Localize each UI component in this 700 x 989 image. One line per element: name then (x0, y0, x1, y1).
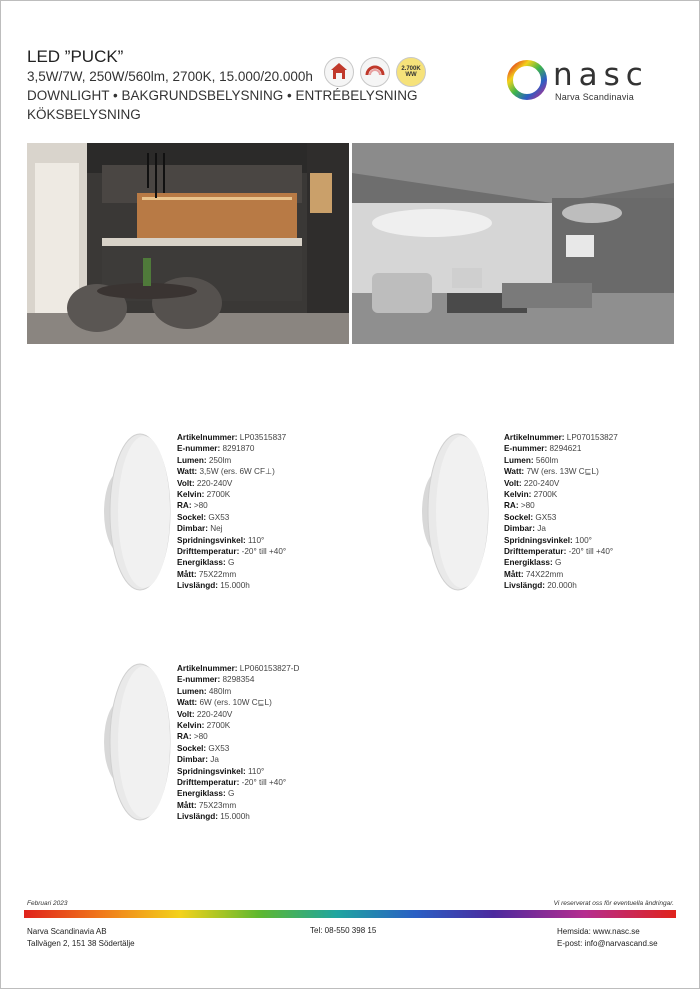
spec-value: GX53 (535, 512, 557, 522)
spec-value: G (554, 558, 562, 568)
spec-value: 100° (574, 535, 592, 545)
product-image-2 (410, 432, 492, 592)
spec-value: G (227, 789, 235, 799)
spec-label: E-nummer: (177, 444, 221, 454)
disclaimer-note: Vi reserverat oss för eventuella ändringar. (553, 900, 674, 907)
spec-label: Volt: (177, 709, 195, 719)
spec-label: Mått: (177, 569, 197, 579)
spec-row (177, 466, 367, 477)
spec-label: Sockel: (177, 512, 207, 522)
spec-value: -20° till +40° (568, 547, 614, 557)
spec-label: Dimbar: (177, 524, 208, 534)
spec-label: Spridningsvinkel: (177, 535, 246, 545)
product-title: LED ”PUCK” (27, 47, 124, 66)
spec-label: RA: (177, 732, 192, 742)
spec-label: Spridningsvinkel: (177, 766, 246, 776)
spec-row (177, 743, 367, 754)
spec-value: 20.000h (547, 581, 577, 591)
spec-label: Dimbar: (504, 524, 535, 534)
spec-label: Watt: (504, 467, 525, 477)
spec-row (504, 523, 694, 534)
logo-tagline: Narva Scandinavia (555, 92, 634, 102)
product-specs-3 (177, 663, 367, 823)
spec-label: Livslängd: (177, 812, 218, 822)
spec-value: 220-240V (523, 478, 560, 488)
spec-value: 6W (ers. 10W C⊑L) (199, 698, 272, 708)
spec-row (177, 546, 367, 557)
color-temperature-label: 2.700K WW (401, 66, 421, 78)
spec-label: Livslängd: (504, 581, 545, 591)
spec-value: 480lm (208, 686, 232, 696)
spec-label: Artikelnummer: (177, 664, 238, 673)
spec-label: Watt: (177, 467, 198, 477)
spec-row (177, 720, 367, 731)
company-name: Narva Scandinavia AB (27, 927, 107, 936)
spec-row (177, 800, 367, 811)
kitchen-photo (27, 143, 349, 344)
company-contact-block (557, 926, 658, 950)
nasc-logo (505, 58, 680, 104)
spec-value: 8291870 (222, 444, 255, 454)
spec-row (177, 663, 367, 674)
spec-label: Volt: (177, 478, 195, 488)
spec-row (177, 788, 367, 799)
spec-row (177, 443, 367, 454)
spec-label: Lumen: (177, 455, 207, 465)
spec-label: Kelvin: (504, 490, 532, 500)
spec-label: Drifttemperatur: (177, 778, 240, 788)
spec-value: -20° till +40° (241, 778, 287, 788)
spec-value: 7W (ers. 13W C⊑L) (526, 467, 599, 477)
color-temperature-icon (396, 57, 426, 87)
spec-label: Watt: (177, 698, 198, 708)
spec-value: GX53 (208, 512, 230, 522)
spec-row (177, 535, 367, 546)
spec-row (177, 766, 367, 777)
spec-value: 8298354 (222, 675, 255, 685)
spec-row (177, 811, 367, 822)
spec-value: GX53 (208, 743, 230, 753)
spec-label: Spridningsvinkel: (504, 535, 573, 545)
spec-row (177, 500, 367, 511)
spec-label: Mått: (177, 800, 197, 810)
spec-label: Drifttemperatur: (177, 547, 240, 557)
applications-line-2: KÖKSBELYSNING (27, 107, 141, 122)
spec-label: RA: (504, 501, 519, 511)
living-room-photo (352, 143, 674, 344)
company-phone: Tel: 08-550 398 15 (310, 926, 377, 935)
spec-row (504, 557, 694, 568)
spec-value: LP03515837 (239, 433, 287, 442)
spec-label: E-nummer: (504, 444, 548, 454)
spec-value: 15.000h (220, 581, 250, 591)
spec-row (177, 512, 367, 523)
company-email[interactable]: E-post: info@narvascand.se (557, 939, 658, 948)
spec-value: 3,5W (ers. 6W CF⊥) (199, 467, 275, 477)
dimmable-house-icon (324, 57, 354, 87)
spec-row (177, 569, 367, 580)
logo-brand: nasc (553, 57, 649, 93)
spec-row (504, 443, 694, 454)
spec-row (504, 512, 694, 523)
spec-row (177, 697, 367, 708)
spec-row (504, 569, 694, 580)
spec-label: E-nummer: (177, 675, 221, 685)
spec-value: 110° (247, 766, 265, 776)
spec-value: 74X22mm (525, 569, 564, 579)
spec-value: 75X23mm (198, 800, 237, 810)
spec-value: 8294621 (549, 444, 582, 454)
spec-label: Sockel: (504, 512, 534, 522)
spec-row (177, 709, 367, 720)
spec-row (504, 478, 694, 489)
spec-value: Nej (210, 524, 223, 534)
spec-row (177, 557, 367, 568)
spec-value: 75X22mm (198, 569, 237, 579)
spec-row (177, 731, 367, 742)
spec-label: Volt: (504, 478, 522, 488)
spec-value: 2700K (533, 490, 558, 500)
spec-row (177, 686, 367, 697)
spec-label: Mått: (504, 569, 524, 579)
spec-row (177, 754, 367, 765)
spec-value: 15.000h (220, 812, 250, 822)
spec-label: Energiklass: (504, 558, 553, 568)
spec-label: Livslängd: (177, 581, 218, 591)
spec-row (177, 455, 367, 466)
spec-label: Lumen: (504, 455, 534, 465)
spec-row (504, 535, 694, 546)
spec-label: Artikelnummer: (177, 433, 238, 442)
product-specs-1 (177, 432, 367, 592)
spec-value: G (227, 558, 235, 568)
spec-value: >80 (193, 732, 208, 742)
spec-row (177, 777, 367, 788)
spec-label: Kelvin: (177, 490, 205, 500)
spec-label: Sockel: (177, 743, 207, 753)
spec-value: LP060153827-D (239, 664, 300, 673)
spec-value: 2700K (206, 490, 231, 500)
spec-value: -20° till +40° (241, 547, 287, 557)
applications-line-1: DOWNLIGHT • BAKGRUNDSBELYSNING • ENTRÉBELYSNING (27, 88, 418, 103)
rainbow-divider (24, 910, 676, 918)
spec-label: Energiklass: (177, 789, 226, 799)
spec-label: Drifttemperatur: (504, 547, 567, 557)
spec-row (504, 432, 694, 443)
spec-value: 110° (247, 535, 265, 545)
spec-row (504, 546, 694, 557)
spec-row (504, 500, 694, 511)
spec-label: RA: (177, 501, 192, 511)
spec-value: LP070153827 (566, 433, 618, 442)
rainbow-ring-icon (505, 58, 549, 102)
spec-value: 220-240V (196, 709, 233, 719)
spec-row (177, 432, 367, 443)
spec-value: 220-240V (196, 478, 233, 488)
spec-row (504, 455, 694, 466)
company-website[interactable]: Hemsida: www.nasc.se (557, 927, 640, 936)
spec-row (177, 523, 367, 534)
product-subtitle: 3,5W/7W, 250W/560lm, 2700K, 15.000/20.000h (27, 69, 313, 84)
spec-row (177, 580, 367, 591)
spec-label: Kelvin: (177, 721, 205, 731)
spec-value: 250lm (208, 455, 232, 465)
spec-value: 560lm (535, 455, 559, 465)
spec-label: Lumen: (177, 686, 207, 696)
feature-badges (324, 57, 426, 87)
product-image-1 (92, 432, 174, 592)
spec-row (177, 489, 367, 500)
spec-value: Ja (537, 524, 546, 534)
document-date: Februari 2023 (27, 900, 68, 907)
company-address-block (27, 926, 135, 950)
dimming-gauge-icon (360, 57, 390, 87)
spec-value: >80 (193, 501, 208, 511)
spec-row (504, 580, 694, 591)
spec-value: 2700K (206, 721, 231, 731)
spec-row (504, 466, 694, 477)
product-specs-2 (504, 432, 694, 592)
spec-value: Ja (210, 755, 219, 765)
spec-label: Dimbar: (177, 755, 208, 765)
spec-label: Energiklass: (177, 558, 226, 568)
company-address: Tallvägen 2, 151 38 Södertälje (27, 939, 135, 948)
spec-row (177, 478, 367, 489)
spec-row (177, 674, 367, 685)
product-image-3 (92, 662, 174, 822)
spec-label: Artikelnummer: (504, 433, 565, 442)
spec-value: >80 (520, 501, 535, 511)
spec-row (504, 489, 694, 500)
